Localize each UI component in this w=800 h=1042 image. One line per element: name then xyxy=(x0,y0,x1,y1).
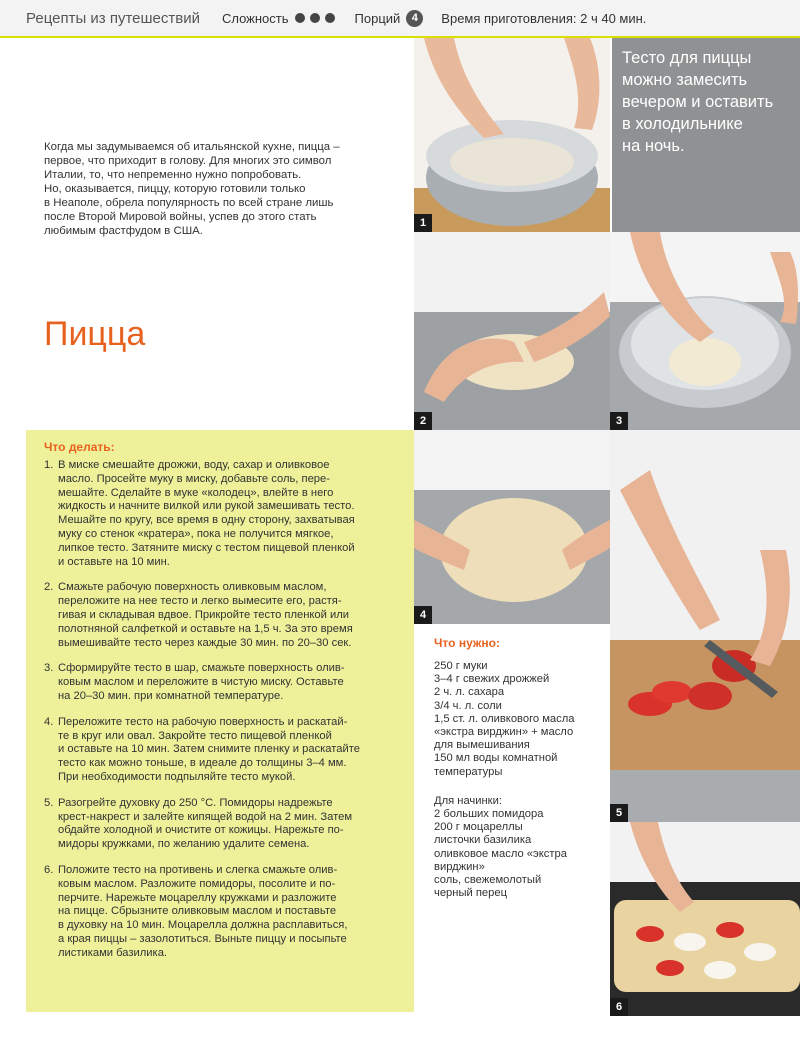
step-line: крест-накрест и залейте кипящей водой на 2 мин. Затем xyxy=(58,810,353,823)
ingredient-line: 1,5 ст. л. оливкового масла xyxy=(434,712,575,725)
intro-line: Италии, то, что непременно нужно попробовать. xyxy=(44,169,302,181)
intro-line: первое, что приходит в голову. Для многих это символ xyxy=(44,155,332,167)
photo-step-3 xyxy=(610,232,800,430)
step-line: мешайте. Сделайте в муке «колодец», влейте в него xyxy=(58,486,334,499)
photo-number: 5 xyxy=(610,804,628,822)
intro-line: после Второй Мировой войны, успев до этого стать xyxy=(44,211,317,223)
photo-number: 2 xyxy=(414,412,432,430)
photo-step-4 xyxy=(414,430,610,624)
ingredient-line: 2 больших помидора xyxy=(434,808,544,821)
ingredient-line: температуры xyxy=(434,765,503,778)
step-line: Смажьте рабочую поверхность оливковым маслом, xyxy=(58,581,327,594)
step-line: листиками базилика. xyxy=(58,946,168,959)
instruction-step xyxy=(44,864,404,961)
ingredients-panel xyxy=(414,624,610,1012)
step-number: 1. xyxy=(44,459,54,471)
intro-text xyxy=(44,140,384,238)
step-line: и оставьте на 10 мин. Затем снимите пленку и раскатайте xyxy=(58,743,360,756)
instructions-list xyxy=(44,459,404,961)
step-line: ковым маслом. Разложите помидоры, посолите и по- xyxy=(58,877,336,890)
photo-number: 4 xyxy=(414,606,432,624)
difficulty-dot-icon xyxy=(325,13,335,23)
instruction-step xyxy=(44,662,404,703)
step-number: 6. xyxy=(44,863,54,876)
step-number: 4. xyxy=(44,715,54,728)
tip-line: можно замесить xyxy=(622,71,748,89)
tip-line: вечером и оставить xyxy=(622,93,774,111)
ingredient-line: 3/4 ч. л. соли xyxy=(434,699,502,712)
ingredient-line: 150 мл воды комнатной xyxy=(434,752,558,765)
ingredient-line: листочки базилика xyxy=(434,834,532,847)
step-line: переложите на нее тесто и легко вымесите его, растя- xyxy=(58,595,342,608)
photo-number: 6 xyxy=(610,998,628,1016)
step-line: мидоры кружками, по желанию удалите семена. xyxy=(58,838,310,851)
section-title: Рецепты из путешествий xyxy=(26,9,200,27)
ingredient-line: 2 ч. л. сахара xyxy=(434,686,505,699)
tip-line: в холодильнике xyxy=(622,115,743,133)
difficulty-label: Сложность xyxy=(221,10,289,26)
step-line: вымешивайте тесто через каждые 30 мин. по 20–30 сек. xyxy=(58,636,352,649)
ingredient-line: черный перец xyxy=(434,887,507,900)
step-text xyxy=(58,864,347,961)
step-line: липкое тесто. Затяните миску с тестом пищевой пленкой xyxy=(58,541,355,554)
step-number: 5. xyxy=(44,796,54,809)
tip-line: Тесто для пиццы xyxy=(622,49,752,67)
step-line: тесто как можно тоньше, в идеале до толщины 3–4 мм. xyxy=(58,757,347,770)
tip-box xyxy=(612,38,800,232)
servings-badge: 4 xyxy=(406,10,423,27)
difficulty-dot-icon xyxy=(310,13,320,23)
step-line: муку со стенок «кратера», пока не получится мягкое, xyxy=(58,527,334,540)
step-line: При необходимости подпыляйте тесто мукой. xyxy=(58,770,296,783)
ingredient-line: вирджин» xyxy=(434,860,485,873)
instruction-step xyxy=(44,716,404,785)
step-line: обдайте холодной и очистите от кожицы. Нарежьте по- xyxy=(58,824,344,837)
instruction-step xyxy=(44,581,404,650)
photo-step-6 xyxy=(610,822,800,1016)
step-line: гивая и складывая вдвое. Прикройте тесто пленкой или xyxy=(58,608,350,621)
step-text xyxy=(58,716,360,785)
photo-number: 3 xyxy=(610,412,628,430)
step-text xyxy=(58,459,355,569)
instructions-panel xyxy=(26,430,414,1012)
photo-step-5 xyxy=(610,430,800,822)
ingredient-line: 200 г моцареллы xyxy=(434,821,523,834)
instruction-step xyxy=(44,797,404,852)
step-line: Переложите тесто на рабочую поверхность и раскатай- xyxy=(58,715,348,728)
cooking-time: Время приготовления: 2 ч 40 мин. xyxy=(441,10,647,26)
step-line: жидкость и начните вилкой или рукой замешивать тесто. xyxy=(58,500,355,513)
step-line: Положите тесто на противень и слегка смажьте олив- xyxy=(58,863,338,876)
ingredient-line: «экстра вирджин» + масло xyxy=(434,726,574,739)
intro-line: Но, оказывается, пиццу, которую готовили только xyxy=(44,183,306,195)
step-line: на 20–30 мин. при комнатной температуре. xyxy=(58,689,284,702)
page-header xyxy=(0,0,800,38)
difficulty-dot-icon xyxy=(295,13,305,23)
intro-line: любимым фастфудом в США. xyxy=(44,225,203,237)
instructions-heading: Что делать: xyxy=(44,440,115,454)
photo-step-1 xyxy=(414,38,610,232)
step-line: Разогрейте духовку до 250 °С. Помидоры надрежьте xyxy=(58,796,333,809)
ingredient-line: для вымешивания xyxy=(434,739,530,752)
step-line: а края пиццы – зазолотиться. Выньте пиццу и посыпьте xyxy=(58,932,347,945)
step-line: перчите. Нарежьте моцареллу кружками и разложите xyxy=(58,891,337,904)
step-number: 3. xyxy=(44,662,54,675)
tip-line: на ночь. xyxy=(622,137,685,155)
step-line: ковым маслом и переложите в чистую миску. Оставьте xyxy=(58,676,344,689)
servings-label: Порций xyxy=(354,10,401,26)
step-line: Сформируйте тесто в шар, смажьте поверхность олив- xyxy=(58,662,345,675)
photo-number: 1 xyxy=(414,214,432,232)
topping-heading: Для начинки: xyxy=(434,794,502,807)
step-line: и оставьте на 10 мин. xyxy=(58,555,170,568)
photo-step-2 xyxy=(414,232,610,430)
intro-line: Когда мы задумываемся об итальянской кухне, пицца – xyxy=(44,141,340,153)
step-line: на пицце. Сбрызните оливковым маслом и поставьте xyxy=(58,905,337,918)
step-line: В миске смешайте дрожжи, воду, сахар и оливковое xyxy=(58,459,330,471)
step-line: те в круг или овал. Закройте тесто пищевой пленкой xyxy=(58,729,332,742)
difficulty-dots xyxy=(295,13,335,23)
recipe-title: Пицца xyxy=(44,315,146,353)
ingredient-line: оливковое масло «экстра xyxy=(434,847,567,860)
instruction-step xyxy=(44,459,404,569)
step-text xyxy=(58,662,345,703)
step-number: 2. xyxy=(44,581,54,594)
ingredient-line: соль, свежемолотый xyxy=(434,874,542,887)
step-line: Мешайте по кругу, все время в одну сторону, захватывая xyxy=(58,514,355,527)
step-text xyxy=(58,581,353,650)
ingredient-line: 3–4 г свежих дрожжей xyxy=(434,673,550,686)
step-text xyxy=(58,797,352,852)
step-line: полотняной салфеткой и оставьте на 1,5 ч. За это время xyxy=(58,622,353,635)
step-line: масло. Просейте муку в миску, добавьте соль, пере- xyxy=(58,472,330,485)
ingredients-heading: Что нужно: xyxy=(434,636,500,650)
step-line: в духовку на 10 мин. Моцарелла должна расплавиться, xyxy=(58,919,348,932)
intro-line: в Неаполе, обрела популярность по всей стране лишь xyxy=(44,197,334,209)
ingredient-line: 250 г муки xyxy=(434,660,488,672)
